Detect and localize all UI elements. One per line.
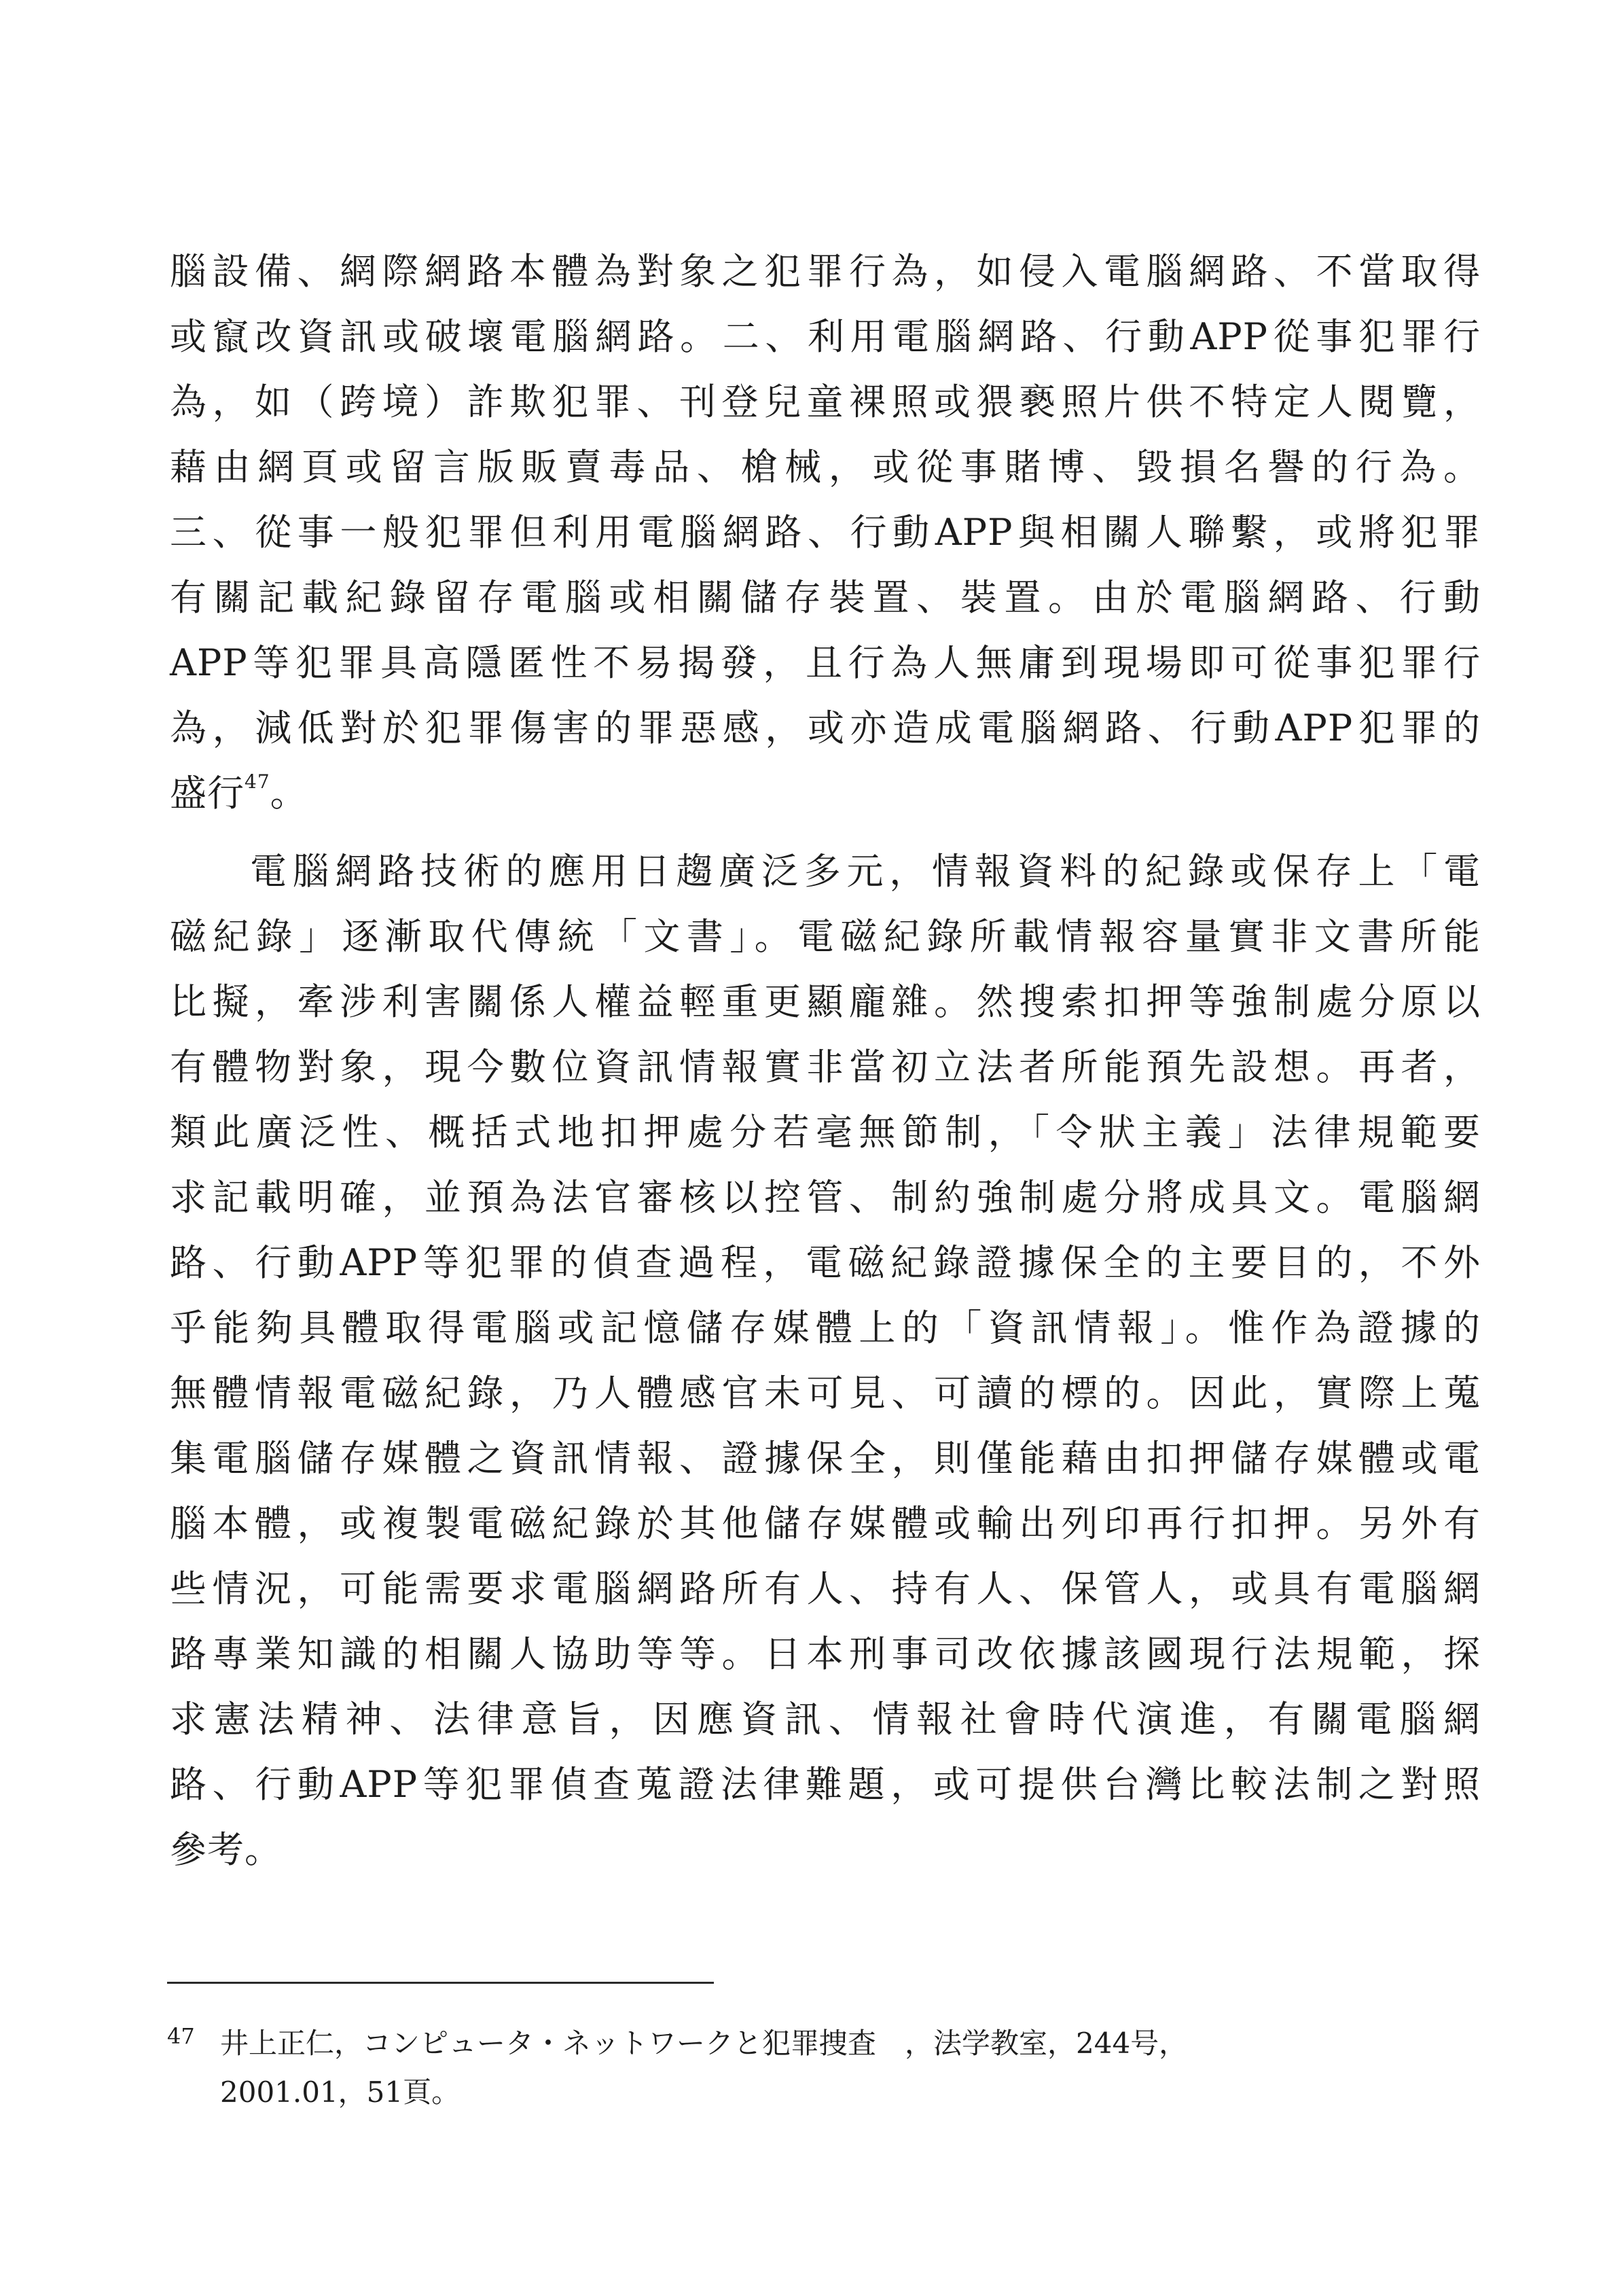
footnote-text: 井上正仁，コンピュータ・ネットワークと犯罪捜査 ，法学教室，244号， (220, 2027, 1188, 2060)
paragraph-gap (170, 826, 1481, 839)
text-line: 無體情報電磁紀錄，乃人體感官未可見、可讀的標的。因此，實際上蒐 (170, 1372, 1481, 1414)
text-line: 磁紀錄」逐漸取代傳統「文書」。電磁紀錄所載情報容量實非文書所能 (170, 915, 1481, 958)
text-line: 乎能夠具體取得電腦或記憶儲存媒體上的「資訊情報」。惟作為證據的 (170, 1306, 1481, 1349)
text-line: 有關記載紀錄留存電腦或相關儲存裝置、裝置。由於電腦網路、行動 (170, 576, 1481, 619)
footnote-separator (167, 1982, 714, 1984)
text-line: 比擬，牽涉利害關係人權益輕重更顯龐雜。然搜索扣押等強制處分原以 (170, 980, 1481, 1023)
text-line: 路專業知識的相關人協助等等。日本刑事司改依據該國現行法規範，探 (170, 1633, 1481, 1675)
footnote-reference: 47 (245, 770, 270, 793)
text-line: 三、從事一般犯罪但利用電腦網路、行動APP與相關人聯繫，或將犯罪 (170, 511, 1481, 554)
text-line: 為，如（跨境）詐欺犯罪、刊登兒童裸照或猥褻照片供不特定人閱覽， (170, 380, 1481, 423)
text-line: 腦本體，或複製電磁紀錄於其他儲存媒體或輸出列印再行扣押。另外有 (170, 1502, 1481, 1545)
text-line: 或竄改資訊或破壞電腦網路。二、利用電腦網路、行動APP從事犯罪行 (170, 315, 1481, 358)
text-run: 盛行 (170, 772, 245, 815)
body-text (170, 239, 1481, 1883)
text-line: 類此廣泛性、概括式地扣押處分若毫無節制，「令狀主義」法律規範要 (170, 1111, 1481, 1154)
paragraph-1 (170, 239, 1481, 826)
text-line: 腦設備、網際網路本體為對象之犯罪行為，如侵入電腦網路、不當取得 (170, 250, 1481, 293)
text-line-last: 參考。 (170, 1828, 282, 1871)
text-line: 求憲法精神、法律意旨，因應資訊、情報社會時代演進，有關電腦網 (170, 1698, 1481, 1741)
text-run: 。 (270, 772, 308, 815)
text-line: 藉由網頁或留言版販賣毒品、槍械，或從事賭博、毀損名譽的行為。 (170, 446, 1481, 488)
text-line: 求記載明確，並預為法官審核以控管、制約強制處分將成具文。電腦網 (170, 1176, 1481, 1219)
paragraph-2 (170, 839, 1481, 1883)
footnote (167, 2019, 1492, 2117)
text-line: 為，減低對於犯罪傷害的罪惡感，或亦造成電腦網路、行動APP犯罪的 (170, 707, 1481, 749)
text-line: 路、行動APP等犯罪的偵查過程，電磁紀錄證據保全的主要目的，不外 (170, 1241, 1481, 1284)
footnote-line: 47 井上正仁，コンピュータ・ネットワークと犯罪捜査 ，法学教室，244号， (167, 2023, 1188, 2060)
text-line: 路、行動APP等犯罪偵查蒐證法律難題，或可提供台灣比較法制之對照 (170, 1763, 1481, 1806)
text-line: 些情況，可能需要求電腦網路所有人、持有人、保管人，或具有電腦網 (170, 1567, 1481, 1610)
text-line-last (170, 761, 1481, 826)
text-line: 有體物對象，現今數位資訊情報實非當初立法者所能預先設想。再者， (170, 1046, 1481, 1088)
text-line: 集電腦儲存媒體之資訊情報、證據保全，則僅能藉由扣押儲存媒體或電 (170, 1437, 1481, 1480)
footnote-line: 2001.01，51頁。 (220, 2076, 461, 2109)
text-line: APP等犯罪具高隱匿性不易揭發，且行為人無庸到現場即可從事犯罪行 (170, 641, 1481, 684)
text-line-indented: 電腦網路技術的應用日趨廣泛多元，情報資料的紀錄或保存上「電 (250, 850, 1481, 893)
